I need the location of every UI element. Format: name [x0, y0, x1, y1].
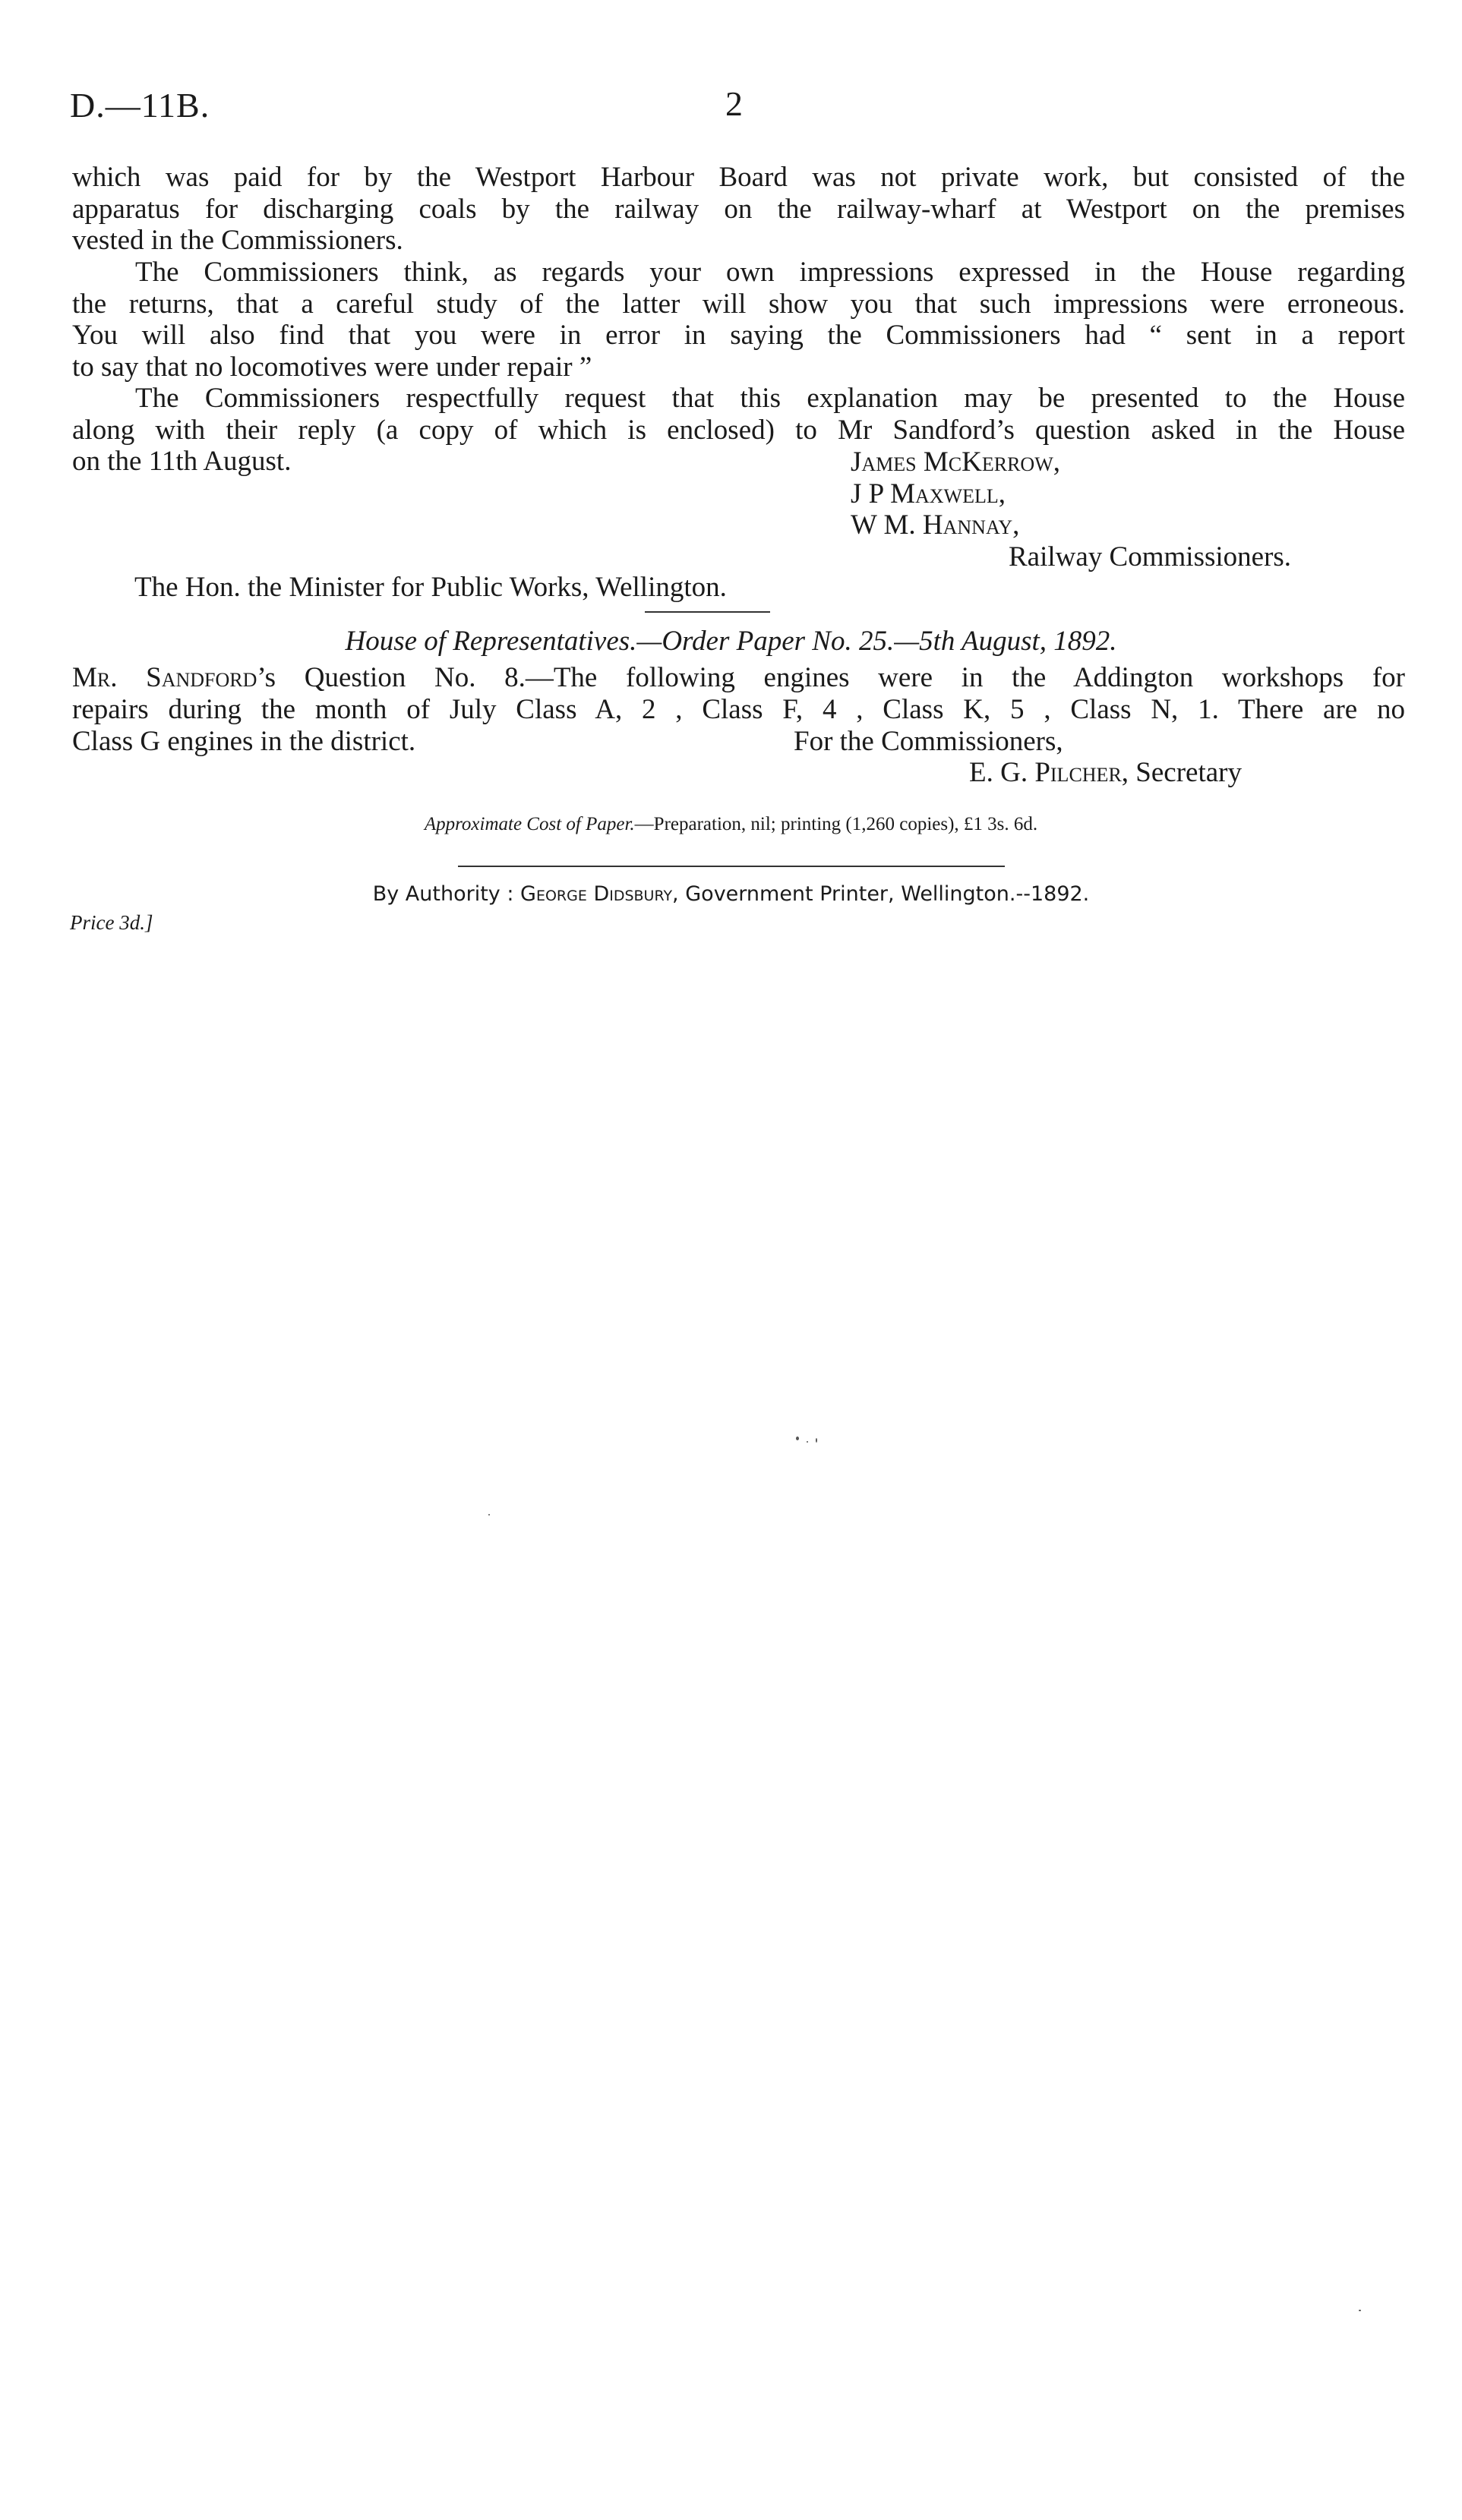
- page-number: 2: [725, 84, 743, 123]
- addressee: The Hon. the Minister for Public Works, Wellington.: [134, 572, 727, 603]
- paragraph-line: The Commissioners respectfully request that this explanation may be presented to the House: [135, 383, 1405, 414]
- signature-role: Railway Commissioners.: [1009, 541, 1292, 572]
- paragraph-line: You will also find that you were in error in saying the Commissioners had “ sent in a report: [72, 320, 1405, 352]
- paragraph-line: which was paid for by the Westport Harbour Board was not private work, but consisted of the: [72, 162, 1405, 193]
- authority-text: Government Printer, Wellington.--1892.: [685, 882, 1090, 906]
- paragraph-line: vested in the Commissioners.: [72, 225, 403, 257]
- footer-rule: [458, 866, 1005, 867]
- paragraph-3: [72, 383, 1405, 478]
- paragraph-line: apparatus for discharging coals by the railway on the railway-wharf at Westport on the premises: [72, 193, 1405, 225]
- scan-speck: [488, 1514, 490, 1515]
- secretary-signature: [969, 756, 1242, 789]
- paragraph-line: repairs during the month of July Class A, 2 , Class F, 4 , Class K, 5 , Class N, 1. There are no: [72, 693, 1405, 725]
- page-identifier: D.—11B.: [70, 86, 210, 125]
- member-name: Mr. Sandford: [72, 662, 257, 693]
- cost-text: —Preparation, nil; printing (1,260 copies), £1 3s. 6d.: [634, 814, 1038, 834]
- order-paper-line3-right: For the Commissioners,: [794, 726, 1063, 757]
- paragraph-line: The Commissioners think, as regards your own impressions expressed in the House regarding: [135, 257, 1405, 288]
- section-rule: [645, 611, 770, 613]
- scan-speck: [816, 1438, 817, 1443]
- paragraph-line: [72, 662, 1405, 694]
- order-paper-body: [72, 662, 1405, 725]
- price: Price 3d.]: [70, 911, 153, 934]
- signature-hannay: W M. Hannay,: [851, 509, 1020, 541]
- signature-maxwell: J P Maxwell,: [851, 478, 1006, 509]
- paragraph-line: along with their reply (a copy of which is enclosed) to Mr Sandford’s question asked in the House: [72, 414, 1405, 446]
- scan-speck: [796, 1437, 799, 1440]
- cost-label: Approximate Cost of Paper.: [424, 814, 635, 834]
- authority-line: [0, 882, 1462, 906]
- paragraph-line: on the 11th August.: [72, 446, 292, 478]
- secretary-name: E. G. Pilcher,: [969, 757, 1129, 788]
- paragraph-line: the returns, that a careful study of the latter will show you that such impressions were erroneous.: [72, 288, 1405, 320]
- scan-speck: [1359, 2310, 1361, 2311]
- cost-note: [0, 814, 1462, 835]
- printer-name: George Didsbury,: [520, 882, 679, 906]
- signature-mckerrow: James McKerrow,: [851, 446, 1060, 478]
- paragraph-1: [72, 162, 1405, 257]
- question-text: ’s Question No. 8.—The following engines were in the Addington workshops for: [257, 662, 1405, 693]
- authority-label: By Authority :: [372, 882, 514, 906]
- secretary-role: Secretary: [1135, 757, 1242, 788]
- scan-speck: [807, 1441, 808, 1443]
- paragraph-line: to say that no locomotives were under repair ”: [72, 351, 592, 383]
- order-paper-heading: House of Representatives.—Order Paper No. 25.—5th August, 1892.: [345, 626, 1117, 657]
- paragraph-2: [72, 257, 1405, 383]
- order-paper-line3-left: Class G engines in the district.: [72, 726, 416, 757]
